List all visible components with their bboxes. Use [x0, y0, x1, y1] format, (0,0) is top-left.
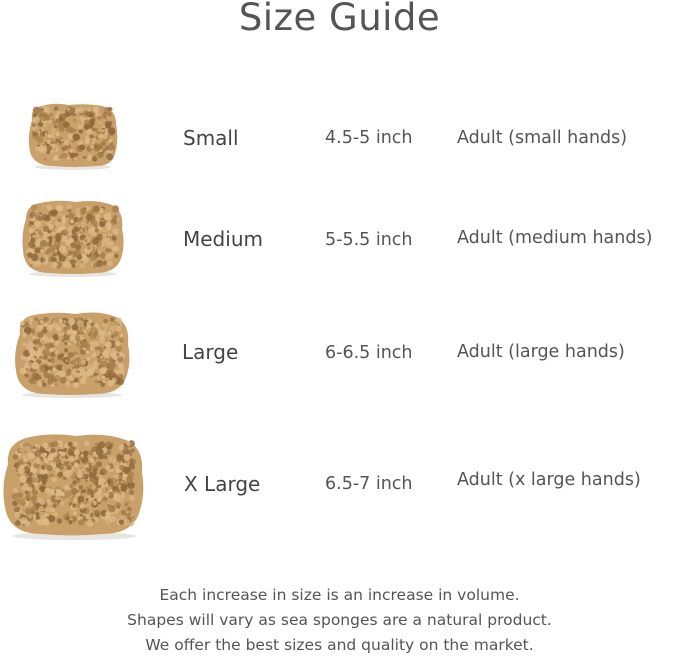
size-name-small: Small — [183, 126, 239, 150]
sponge-medium-image — [18, 197, 128, 279]
size-dimension-large: 6-6.5 inch — [325, 343, 413, 363]
size-dimension-small: 4.5-5 inch — [325, 128, 413, 148]
note-quality: We offer the best sizes and quality on the market. — [145, 636, 534, 654]
size-name-medium: Medium — [183, 227, 263, 251]
size-fit-large: Adult (large hands) — [457, 342, 625, 362]
note-shapes: Shapes will vary as sea sponges are a natural product. — [127, 611, 552, 629]
note-volume: Each increase in size is an increase in volume. — [159, 586, 520, 604]
size-fit-small: Adult (small hands) — [457, 128, 628, 148]
size-name-x-large: X Large — [184, 472, 261, 496]
size-name-large: Large — [182, 340, 239, 364]
size-dimension-medium: 5-5.5 inch — [325, 230, 413, 250]
page-title: Size Guide — [238, 0, 441, 39]
size-fit-medium: Adult (medium hands) — [457, 228, 653, 248]
sponge-small-image — [24, 100, 122, 172]
sponge-large-image — [10, 308, 134, 400]
size-fit-x-large: Adult (x large hands) — [457, 470, 641, 490]
sponge-x-large-image — [0, 430, 148, 542]
size-dimension-x-large: 6.5-7 inch — [325, 474, 413, 494]
